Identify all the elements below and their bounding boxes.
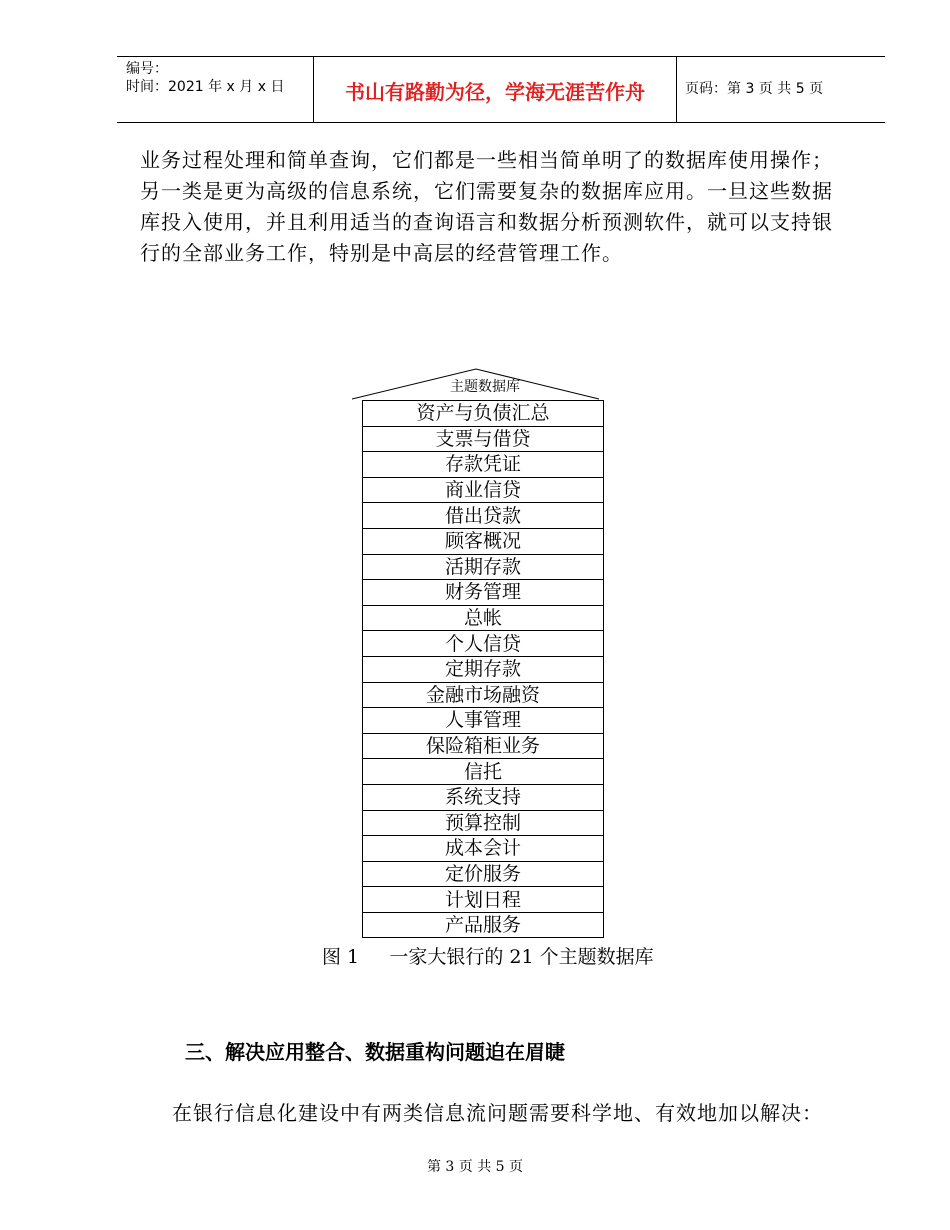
database-row: [363, 631, 604, 657]
section-paragraph: 在银行信息化建设中有两类信息流问题需要科学地、有效地加以解决：: [172, 1101, 823, 1125]
database-row: [363, 580, 604, 606]
database-row: [363, 426, 604, 452]
database-row: [363, 733, 604, 759]
database-name: 预算控制: [363, 810, 604, 836]
database-row: [363, 605, 604, 631]
database-row: [363, 861, 604, 887]
database-row: [363, 810, 604, 836]
database-name: 借出贷款: [363, 503, 604, 529]
database-row: [363, 784, 604, 810]
database-name: 个人信贷: [363, 631, 604, 657]
page-footer: 第 3 页 共 5 页: [426, 1159, 524, 1175]
body-line: 库投入使用，并且利用适当的查询语言和数据分析预测软件，就可以支持银: [140, 210, 833, 234]
body-line: 业务过程处理和简单查询，它们都是一些相当简单明了的数据库使用操作；: [140, 148, 833, 172]
database-row: [363, 656, 604, 682]
database-name: 人事管理: [363, 708, 604, 734]
database-name: 活期存款: [363, 554, 604, 580]
database-row: [363, 477, 604, 503]
roof-label: 主题数据库: [450, 379, 520, 395]
header-time-label: 时间：2021 年 x 月 x 日: [126, 79, 285, 95]
database-name: 产品服务: [363, 912, 604, 938]
database-name: 金融市场融资: [363, 682, 604, 708]
database-name: 资产与负债汇总: [363, 401, 604, 427]
database-name: 顾客概况: [363, 528, 604, 554]
database-name: 支票与借贷: [363, 426, 604, 452]
database-name: 信托: [363, 759, 604, 785]
database-row: [363, 401, 604, 427]
database-name: 财务管理: [363, 580, 604, 606]
database-name: 保险箱柜业务: [363, 733, 604, 759]
body-line: 另一类是更为高级的信息系统，它们需要复杂的数据库应用。一旦这些数据: [140, 179, 833, 203]
database-name: 定价服务: [363, 861, 604, 887]
section-heading: 三、解决应用整合、数据重构问题迫在眉睫: [185, 1040, 565, 1064]
database-row: [363, 554, 604, 580]
database-row: [363, 503, 604, 529]
header-page-label: 页码：第 3 页 共 5 页: [685, 81, 824, 97]
database-row: [363, 887, 604, 913]
database-name: 计划日程: [363, 887, 604, 913]
database-name: 成本会计: [363, 836, 604, 862]
header-divider-right: [676, 56, 677, 123]
body-paragraph: [140, 145, 880, 269]
database-name: 存款凭证: [363, 452, 604, 478]
database-name: 系统支持: [363, 784, 604, 810]
figure-caption: 图 1 一家大银行的 21 个主题数据库: [322, 946, 654, 968]
header-number-label: 编号：: [126, 61, 168, 77]
header-motto: 书山有路勤为径，学海无涯苦作舟: [345, 80, 645, 104]
database-row: [363, 682, 604, 708]
database-row: [363, 528, 604, 554]
database-name: 总帐: [363, 605, 604, 631]
database-name: 定期存款: [363, 656, 604, 682]
database-row: [363, 708, 604, 734]
database-row: [363, 836, 604, 862]
header-top-rule: [117, 56, 885, 57]
database-name: 商业信贷: [363, 477, 604, 503]
database-row: [363, 912, 604, 938]
database-row: [363, 452, 604, 478]
subject-database-list: [362, 400, 604, 938]
header-bottom-rule: [117, 122, 885, 123]
body-line: 行的全部业务工作，特别是中高层的经营管理工作。: [140, 241, 623, 265]
database-row: [363, 759, 604, 785]
